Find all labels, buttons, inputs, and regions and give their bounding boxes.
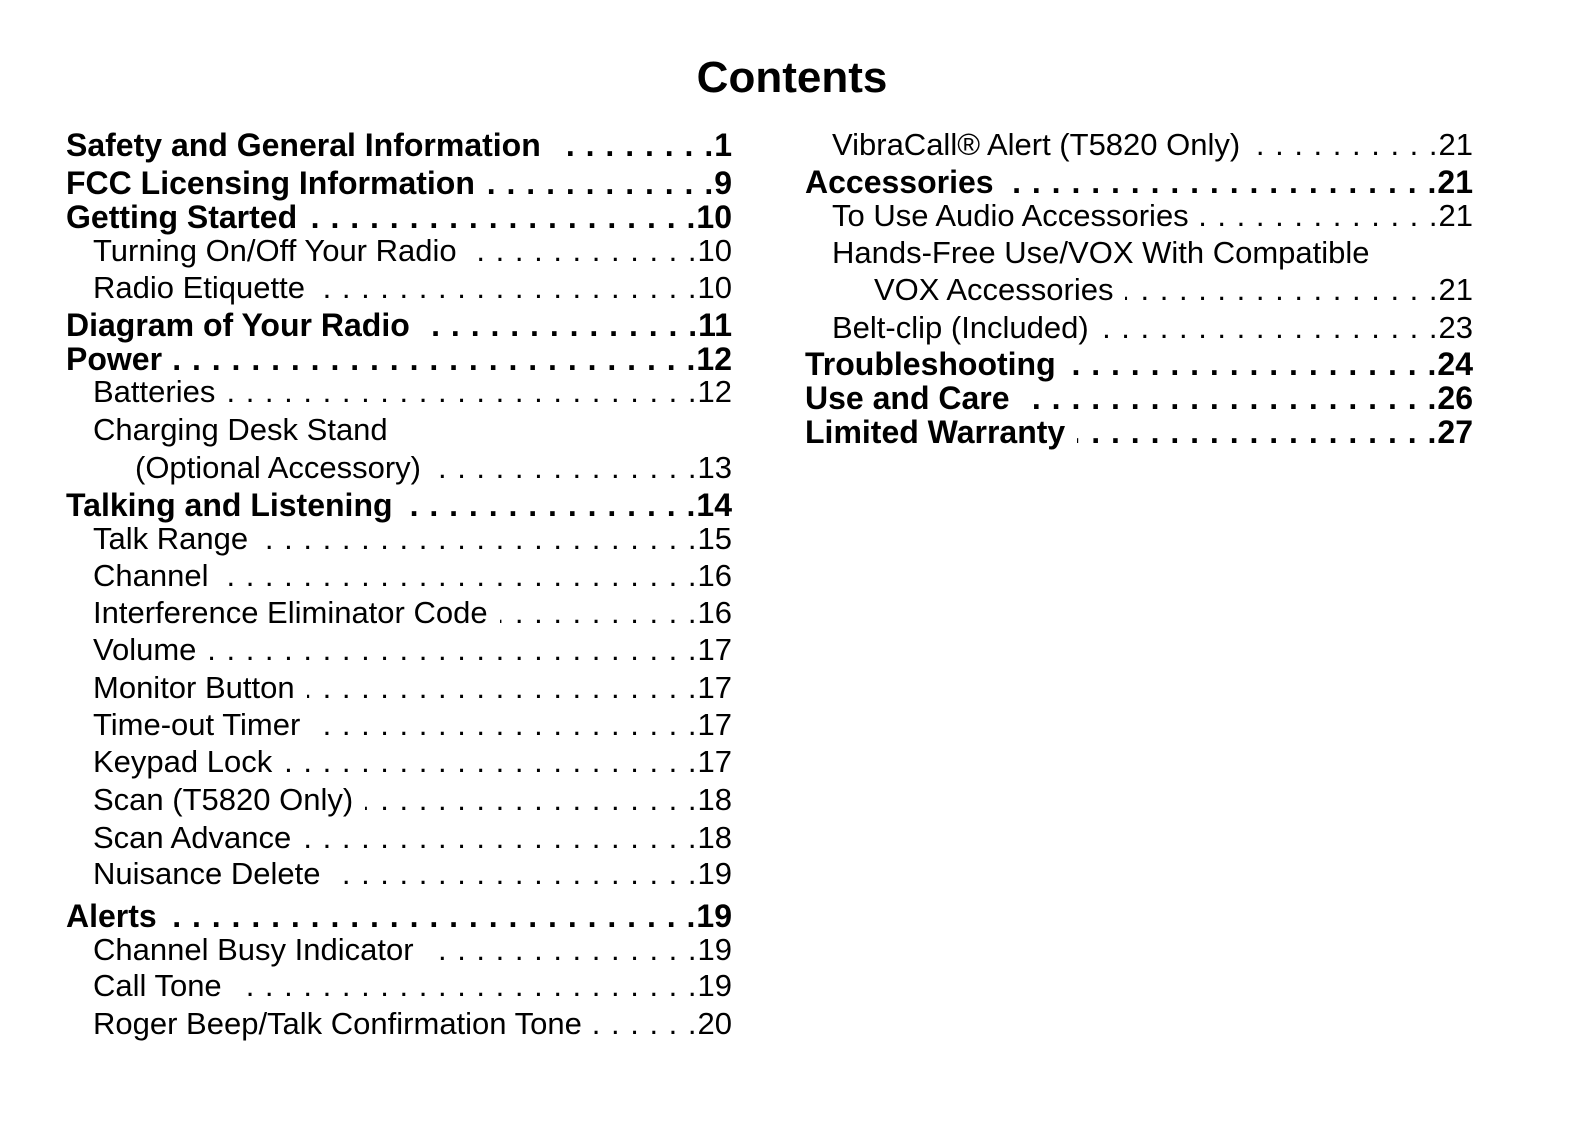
toc-entry-label: Belt-clip (Included) — [832, 310, 1089, 345]
toc-entry-label: Channel Busy Indicator — [93, 932, 414, 967]
dot-leader — [312, 707, 697, 743]
toc-heading-entry[interactable] — [805, 346, 1473, 382]
dot-leader — [426, 932, 698, 968]
toc-entry-label: Talking and Listening — [66, 487, 393, 523]
dot-leader — [469, 233, 698, 269]
toc-entry-label: (Optional Accessory) — [135, 450, 421, 485]
toc-sub-entry[interactable] — [93, 932, 732, 968]
toc-entry-label: Limited Warranty — [805, 414, 1066, 450]
toc-sub-entry[interactable] — [93, 1006, 732, 1042]
toc-entry-label: Scan (T5820 Only) — [93, 782, 354, 817]
dot-leader — [1022, 380, 1438, 416]
toc-page-number: 19 — [696, 898, 732, 934]
toc-sub-entry[interactable] — [93, 233, 732, 269]
dot-leader — [553, 127, 714, 163]
toc-entry-label: Alerts — [66, 898, 157, 934]
toc-heading-entry[interactable] — [805, 164, 1473, 200]
toc-sub-entry[interactable] — [93, 374, 732, 410]
dot-leader — [234, 968, 698, 1004]
dot-leader — [220, 558, 697, 594]
toc-sub-entry[interactable] — [93, 820, 732, 856]
dot-leader — [169, 898, 697, 934]
toc-sub-entry[interactable] — [135, 450, 732, 486]
toc-entry-label: To Use Audio Accessories — [832, 198, 1189, 233]
toc-sub-entry[interactable] — [93, 270, 732, 306]
toc-heading-entry[interactable] — [66, 199, 732, 235]
toc-entry-label: Roger Beep/Talk Confirmation Tone — [93, 1006, 582, 1041]
toc-sub-entry[interactable] — [93, 782, 732, 818]
dot-leader — [307, 670, 698, 706]
toc-entry-label: Charging Desk Stand — [93, 412, 388, 447]
toc-page-number: 26 — [1437, 380, 1473, 416]
toc-entry-label: Power — [66, 341, 163, 377]
toc-page-number: 14 — [696, 487, 732, 523]
toc-entry-label: Scan Advance — [93, 820, 292, 855]
toc-page-number: 17 — [697, 632, 732, 667]
toc-page-number: 16 — [697, 558, 732, 593]
toc-entry-label: Radio Etiquette — [93, 270, 305, 305]
toc-page-number: 19 — [697, 856, 732, 891]
toc-sub-entry[interactable] — [832, 235, 1473, 271]
toc-page-number: 19 — [697, 932, 732, 967]
toc-sub-entry[interactable] — [93, 412, 732, 448]
dot-leader — [208, 632, 697, 668]
toc-sub-entry[interactable] — [93, 707, 732, 743]
toc-page-number: 11 — [698, 307, 732, 343]
toc-page-number: 20 — [697, 1006, 732, 1041]
toc-page-number: 21 — [1437, 164, 1473, 200]
dot-leader — [433, 450, 698, 486]
toc-page-number: 21 — [1438, 272, 1473, 307]
toc-heading-entry[interactable] — [66, 307, 732, 343]
toc-entry-label: Talk Range — [93, 521, 249, 556]
dot-leader — [174, 341, 696, 377]
toc-entry-label: Turning On/Off Your Radio — [93, 233, 457, 268]
dot-leader — [303, 820, 697, 856]
dot-leader — [284, 744, 697, 780]
toc-page-number: 12 — [696, 341, 732, 377]
toc-page-number: 21 — [1438, 127, 1473, 162]
toc-entry-label: Channel — [93, 558, 209, 593]
toc-entry-label: VOX Accessories — [874, 272, 1114, 307]
toc-page-number: 9 — [714, 165, 732, 201]
toc-page-number: 12 — [697, 374, 732, 409]
dot-leader — [422, 307, 698, 343]
toc-sub-entry[interactable] — [874, 272, 1473, 308]
toc-entry-label: Interference Eliminator Code — [93, 595, 488, 630]
toc-entry-label: Nuisance Delete — [93, 856, 321, 891]
toc-entry-label: Monitor Button — [93, 670, 295, 705]
dot-leader — [365, 782, 697, 818]
toc-sub-entry[interactable] — [93, 632, 732, 668]
toc-sub-entry[interactable] — [93, 558, 732, 594]
toc-heading-entry[interactable] — [66, 165, 732, 201]
dot-leader — [1252, 127, 1438, 163]
dot-leader — [1201, 198, 1439, 234]
toc-sub-entry[interactable] — [832, 198, 1473, 234]
dot-leader — [260, 521, 697, 557]
toc-entry-label: Keypad Lock — [93, 744, 273, 779]
dot-leader — [332, 856, 697, 892]
toc-heading-entry[interactable] — [66, 898, 732, 934]
page-title: Contents — [696, 53, 888, 102]
toc-page-number: 18 — [697, 820, 732, 855]
toc-entry-label: Safety and General Information — [66, 127, 541, 163]
dot-leader — [309, 199, 696, 235]
dot-leader — [227, 374, 697, 410]
toc-page-number: 13 — [697, 450, 732, 485]
toc-entry-label: Accessories — [805, 164, 994, 200]
toc-sub-entry[interactable] — [832, 127, 1473, 163]
toc-page-number: 17 — [697, 707, 732, 742]
dot-leader — [405, 487, 697, 523]
toc-entry-label: FCC Licensing Information — [66, 165, 475, 201]
toc-sub-entry[interactable] — [93, 856, 732, 892]
toc-page-number: 1 — [714, 127, 732, 163]
toc-page-number: 17 — [697, 744, 732, 779]
toc-sub-entry[interactable] — [93, 968, 732, 1004]
toc-page-number: 10 — [697, 233, 732, 268]
toc-page-number: 27 — [1437, 414, 1473, 450]
toc-page-number: 10 — [696, 199, 732, 235]
dot-leader — [1006, 164, 1438, 200]
toc-page-number: 15 — [697, 521, 732, 556]
toc-entry-label: Use and Care — [805, 380, 1010, 416]
toc-heading-entry[interactable] — [66, 341, 732, 377]
toc-entry-label: Hands-Free Use/VOX With Compatible — [832, 235, 1370, 270]
toc-heading-entry[interactable] — [805, 380, 1473, 416]
toc-sub-entry[interactable] — [93, 744, 732, 780]
toc-heading-entry[interactable] — [805, 414, 1473, 450]
dot-leader — [1101, 310, 1439, 346]
toc-entry-label: Troubleshooting — [805, 346, 1056, 382]
toc-page-number: 16 — [697, 595, 732, 630]
toc-entry-label: VibraCall® Alert (T5820 Only) — [832, 127, 1241, 162]
toc-entry-label: Time-out Timer — [93, 707, 301, 742]
toc-page-number: 18 — [697, 782, 732, 817]
dot-leader — [500, 595, 698, 631]
toc-heading-entry[interactable] — [66, 127, 732, 163]
toc-sub-entry[interactable] — [93, 521, 732, 557]
dot-leader — [317, 270, 698, 306]
toc-entry-label: Batteries — [93, 374, 216, 409]
toc-page-number: 10 — [697, 270, 732, 305]
toc-heading-entry[interactable] — [66, 487, 732, 523]
dot-leader — [1077, 414, 1437, 450]
toc-page-number: 19 — [697, 968, 732, 1003]
toc-entry-label: Getting Started — [66, 199, 298, 235]
toc-sub-entry[interactable] — [93, 670, 732, 706]
dot-leader — [594, 1006, 698, 1042]
toc-page-number: 23 — [1438, 310, 1473, 345]
dot-leader — [1068, 346, 1438, 382]
toc-sub-entry[interactable] — [832, 310, 1473, 346]
toc-entry-label: Diagram of Your Radio — [66, 307, 410, 343]
dot-leader — [1125, 272, 1438, 308]
toc-entry-label: Call Tone — [93, 968, 222, 1003]
toc-sub-entry[interactable] — [93, 595, 732, 631]
toc-page-number: 17 — [697, 670, 732, 705]
dot-leader — [487, 165, 714, 201]
toc-page-number: 24 — [1437, 346, 1473, 382]
toc-page-number: 21 — [1438, 198, 1473, 233]
toc-entry-label: Volume — [93, 632, 197, 667]
